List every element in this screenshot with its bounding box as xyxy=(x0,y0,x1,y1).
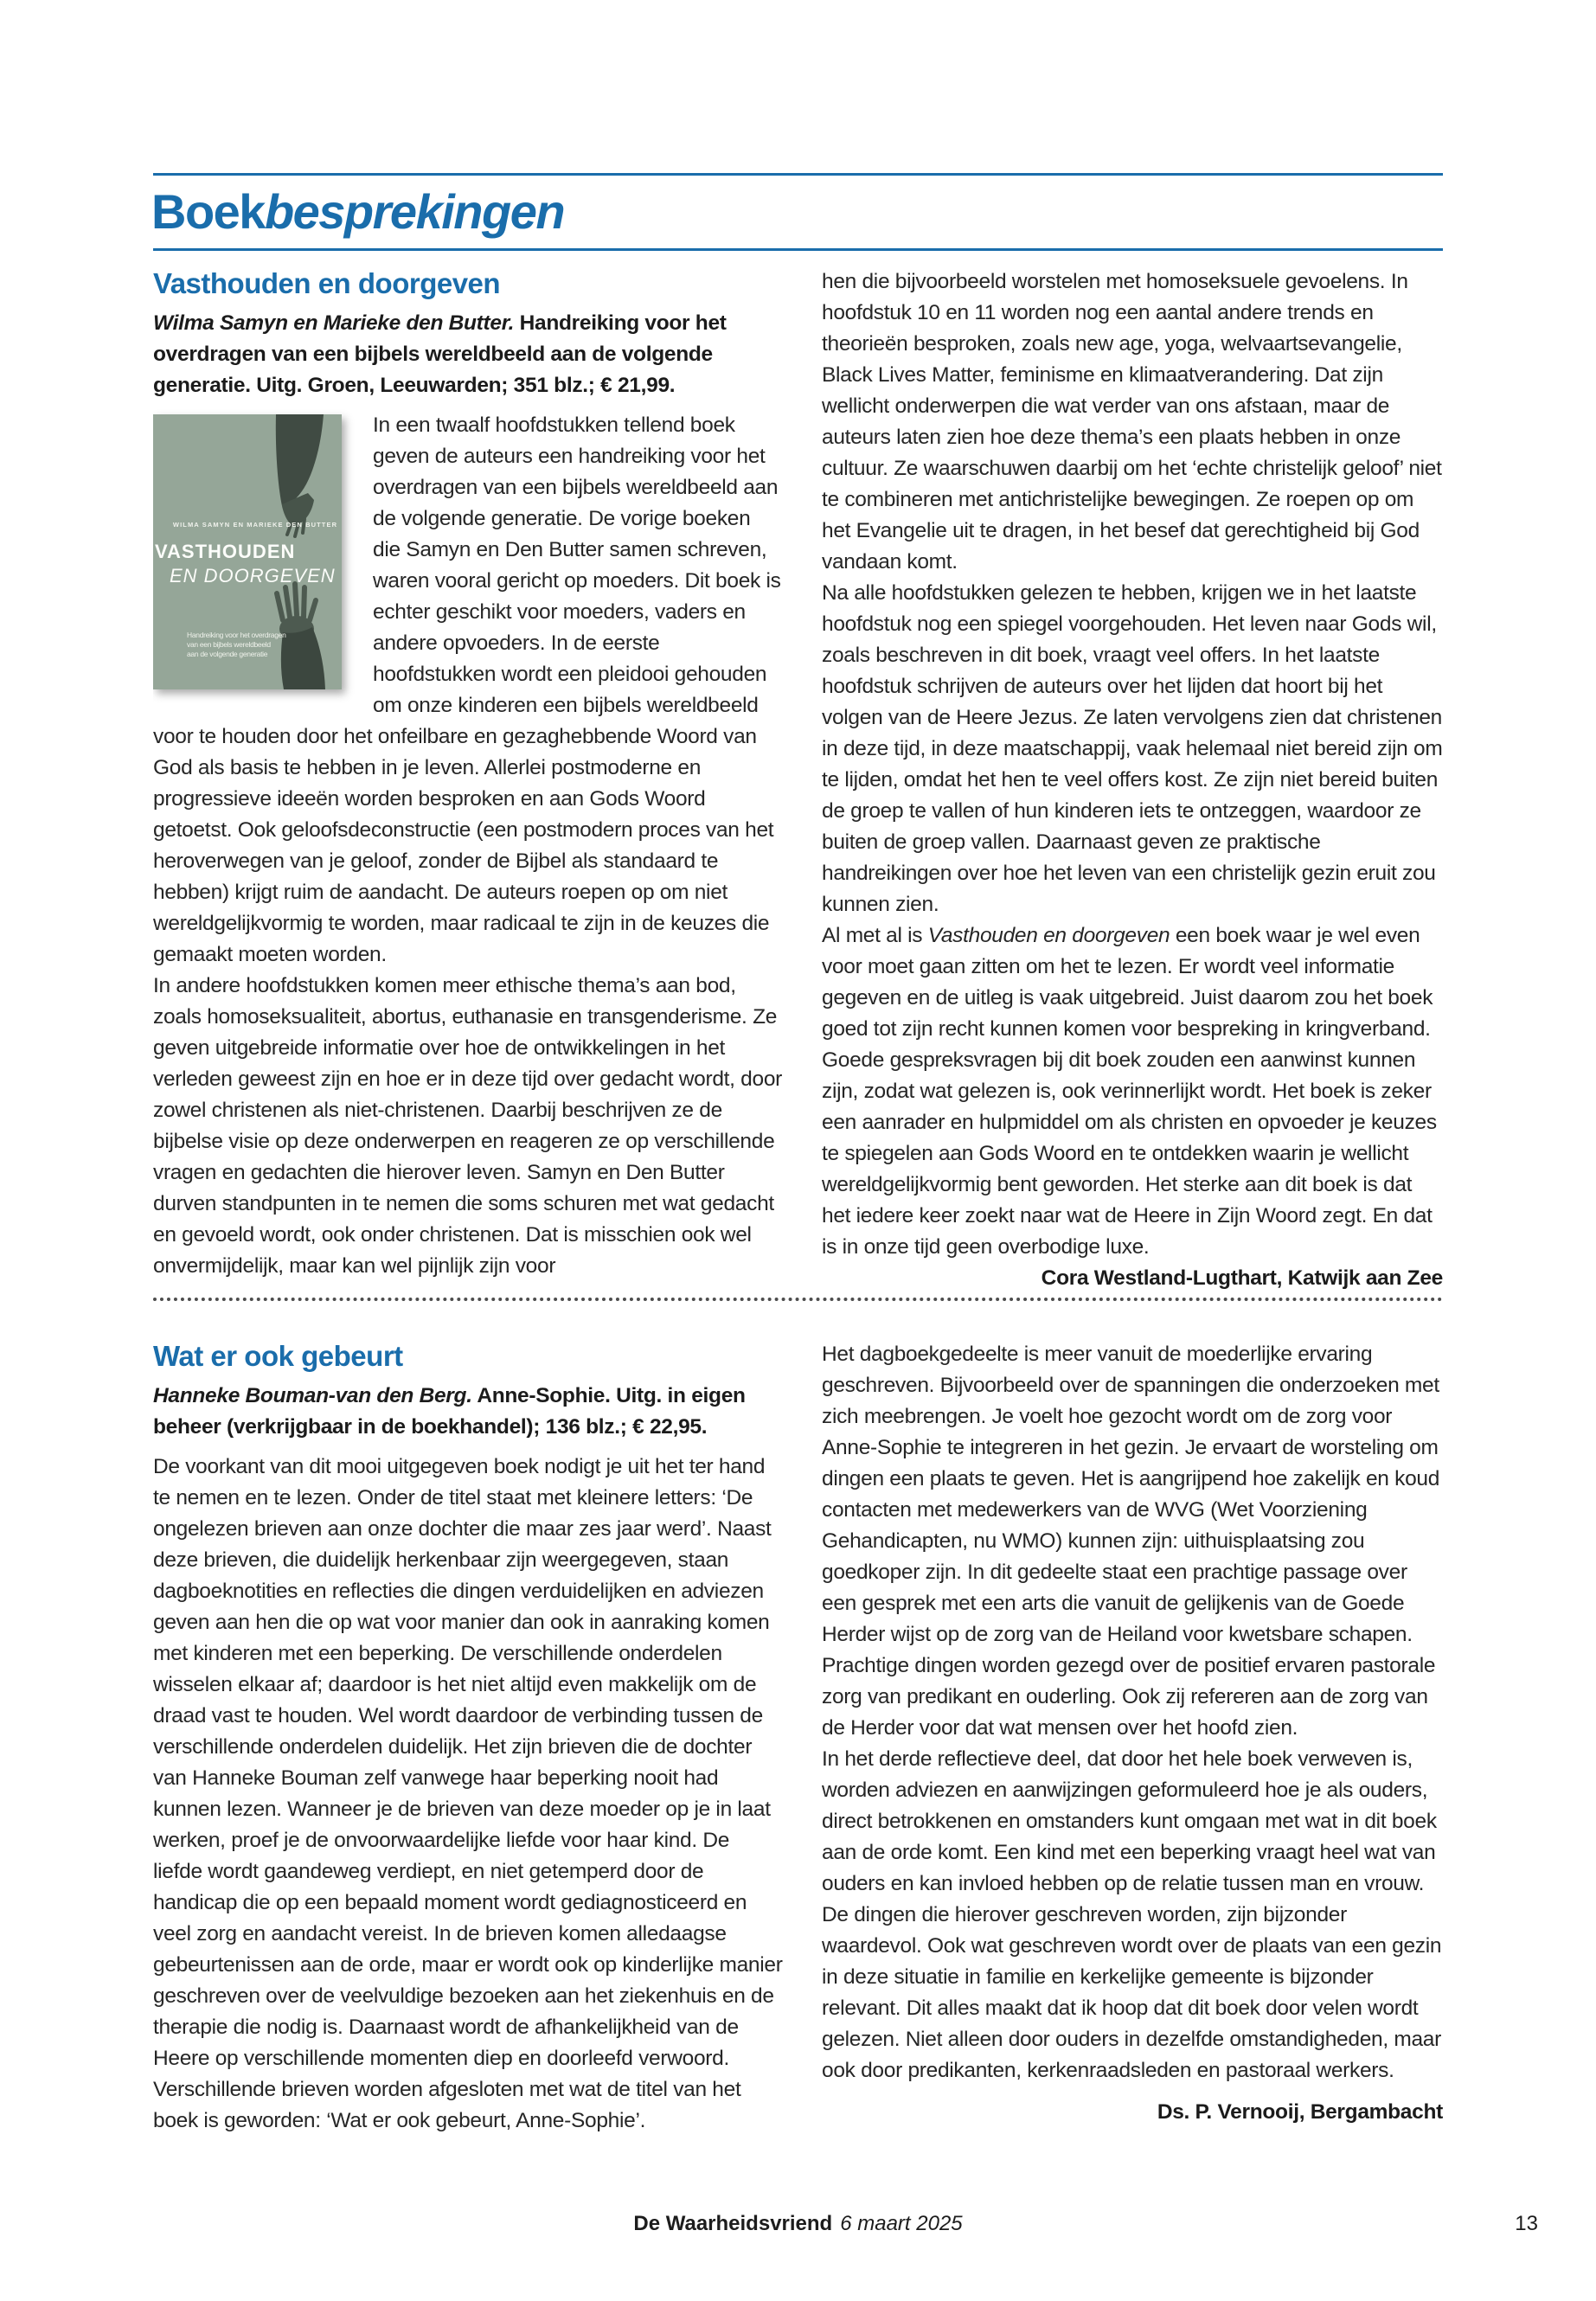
cover-author-line: WILMA SAMYN EN MARIEKE DEN BUTTER xyxy=(172,521,338,529)
book-cover-art xyxy=(153,414,342,689)
paragraph: Na alle hoofdstukken gelezen te hebben, krijgen we in het laatste hoofdstuk nog een spiegel voorgehouden. Het leven naar Gods wil, zoals beschreven in dit boek, vraagt veel offers. In het laatste hoofdstuk schrijven de auteurs over het lijden dat hoort bij het volgen van de Heere Jezus. Ze laten vervolgens zien dat christenen in deze tijd, in deze maatschappij, vaak helemaal niet bereid zijn om te lijden, omdat het hen te veel offers kost. Ze zijn niet bereid buiten de groep te vallen of hun kinderen iets te ontzeggen, waardoor ze buiten de groep vallen. Daarnaast geven ze praktische handreikingen over hoe het leven van een christelijk gezin eruit zou kunnen zien. xyxy=(822,581,1443,916)
article1-intro xyxy=(153,308,783,401)
cover-subtitle-line3: aan de volgende generatie xyxy=(187,650,268,658)
article1-authors: Wilma Samyn en Marieke den Butter. xyxy=(153,311,515,335)
cover-title-line1: VASTHOUDEN xyxy=(155,541,296,562)
article2-publication-details: Anne-Sophie. Uitg. in eigen beheer (verkrijgbaar in de boekhandel); 136 blz.; € 22,95. xyxy=(153,1384,746,1439)
masthead-rule-bottom xyxy=(153,248,1443,251)
paragraph: In andere hoofdstukken komen meer ethische thema’s aan bod, zoals homoseksualiteit, abortus, euthanasie en transgenderisme. Ze geven uitgebreide informatie over hoe de ontwikkelingen in het verleden geweest zijn en hoe er in deze tijd over gedacht wordt, door zowel christenen als niet-christenen. Daarbij beschrijven ze de bijbelse visie op deze onderwerpen en reageren ze op verschillende vragen en gedachten die hierover leven. Samyn en Den Butter durven standpunten in te nemen die soms schuren met wat gedacht en gevoeld wordt, ook onder christenen. Dat is misschien ook wel onvermijdelijk, maar kan wel pijnlijk zijn voor xyxy=(153,974,783,1278)
paragraph: Al met al is Vasthouden en doorgeven een boek waar je wel even voor moet gaan zitten om het te lezen. Er wordt veel informatie gegeven en de uitleg is vaak uitgebreid. Juist daarom zou het boek goed tot zijn recht kunnen komen voor bespreking in kringverband. Goede gespreksvragen bij dit boek zouden een aanwinst kunnen zijn, zodat wat gelezen is, ook verinnerlijkt wordt. Het boek is zeker een aanrader en hulpmiddel om als christen en opvoeder je keuzes te spiegelen aan Gods Woord en te ontdekken waarin je wellicht wereldgelijkvormig bent geworden. Het sterke aan dit boek is dat het iedere keer zoekt naar wat de Heere in Zijn Woord zegt. En dat is in onze tijd geen overbodige luxe. xyxy=(822,924,1437,1259)
article2-left-column xyxy=(153,1339,783,2161)
page-title-bold: Boek xyxy=(151,184,265,239)
article2-right-column xyxy=(822,1339,1443,2161)
paragraph: In het derde reflectieve deel, dat door het hele boek verweven is, worden adviezen en aanwijzingen geformuleerd hoe je als ouders, direct betrokkenen en omstanders kunt omgaan met wat in dit boek aan de orde komt. Een kind met een beperking vraagt heel wat van ouders en kan invloed hebben op de relatie tussen man en vrouw. De dingen die hierover geschreven worden, zijn bijzonder waardevol. Ook wat geschreven wordt over de plaats van een gezin in deze situatie in familie en kerkelijke gemeente is bijzonder relevant. Dit alles maakt dat ik hoop dat dit boek door velen wordt gelezen. Niet alleen door ouders in dezelfde omstandigheden, maar ook door predikanten, kerkenraadsleden en pastoraal werkers. xyxy=(822,1747,1442,2082)
article2-left-body xyxy=(153,1452,783,2137)
article-vasthouden-en-doorgeven xyxy=(153,266,1443,1298)
cover-title-line2: EN DOORGEVEN xyxy=(170,565,336,586)
footer-issue-date: 6 maart 2025 xyxy=(840,2212,963,2235)
italic-book-title: Vasthouden en doorgeven xyxy=(927,924,1170,947)
book-cover-image xyxy=(153,414,342,689)
article1-publication-details: Handreiking voor het overdragen van een bijbels wereldbeeld aan de volgende generatie. Uitg. Groen, Leeuwarden; 351 blz.; € 21,99. xyxy=(153,311,727,397)
article1-title: Vasthouden en doorgeven xyxy=(153,267,501,299)
paragraph: In een twaalf hoofdstukken tellend boek geven de auteurs een handreiking voor het overdragen van een bijbels wereldbeeld aan de volgende generatie. De vorige boeken die Samyn en Den Butter samen schreven, waren vooral gericht op moeders. Dit boek is echter geschikt voor moeders, vaders en andere opvoeders. In de eerste hoofdstukken wordt een pleidooi gehouden om onze kinderen een bijbels wereldbeeld voor te houden door het onfeilbare en gezaghebbende Woord van God als basis te hebben in je leven. Allerlei postmoderne en progressieve ideeën worden besproken en aan Gods Woord getoetst. Ook geloofsdeconstructie (een postmodern proces van het heroverwegen van je geloof, zonder de Bijbel als standaard te hebben) krijgt ruim de aandacht. De auteurs roepen op om niet wereldgelijkvormig te worden, maar radicaal te zijn in de keuzes die gemaakt moeten worden. xyxy=(153,413,781,966)
article1-signature: Cora Westland-Lugthart, Katwijk aan Zee xyxy=(1041,1266,1443,1290)
footer xyxy=(0,2211,1596,2237)
article-wat-er-ook-gebeurt xyxy=(153,1339,1443,2161)
article2-authors: Hanneke Bouman-van den Berg. xyxy=(153,1384,472,1407)
article1-left-body xyxy=(153,410,783,1282)
article2-intro xyxy=(153,1381,783,1443)
article2-signature: Ds. P. Vernooij, Bergambacht xyxy=(1157,2100,1443,2124)
footer-magazine-name: De Waarheidsvriend xyxy=(633,2212,833,2235)
cover-subtitle-line1: Handreiking voor het overdragen xyxy=(187,631,286,639)
article2-right-body xyxy=(822,1339,1443,2086)
paragraph: hen die bijvoorbeeld worstelen met homoseksuele gevoelens. In hoofdstuk 10 en 11 worden nog een aantal andere trends en theorieën besproken, zoals new age, yoga, welvaartsevangelie, Black Lives Matter, feminisme en klimaatverandering. Dat zijn wellicht onderwerpen die wat verder van ons afstaan, maar de auteurs laten zien hoe deze thema’s een plaats hebben in onze cultuur. Ze waarschuwen daarbij om het ‘echte christelijk geloof’ niet te combineren met antichristelijke bewegingen. Ze roepen op om het Evangelie uit te dragen, in het besef dat gerechtigheid bij God vandaan komt. xyxy=(822,270,1442,574)
paragraph: Het dagboekgedeelte is meer vanuit de moederlijke ervaring geschreven. Bijvoorbeeld over de spanningen die onderzoeken met zich meebrengen. Je voelt hoe gezocht wordt om de zorg voor Anne-Sophie te integreren in het gezin. Je ervaart de worsteling om dingen een plaats te geven. Het is aangrijpend hoe zakelijk en koud contacten met medewerkers van de WVG (Wet Voorziening Gehandicapten, nu WMO) kunnen zijn: uithuisplaatsing zou goedkoper zijn. In dit gedeelte staat een prachtige passage over een gesprek met een arts die vanuit de gelijkenis van de Goede Herder wijst op de zorg van de Heiland voor kwetsbare schapen. Prachtige dingen worden gezegd over de positief ervaren pastorale zorg van predikant en ouderling. Ook zij refereren aan de zorg van de Herder voor dat wat mensen over het hoofd zien. xyxy=(822,1343,1440,1740)
page-title-italic: besprekingen xyxy=(264,184,565,239)
masthead-rule-top xyxy=(153,173,1443,176)
article1-right-column xyxy=(822,266,1443,1298)
dotted-section-divider xyxy=(153,1298,1443,1301)
article1-left-column xyxy=(153,266,783,1298)
page-title xyxy=(151,184,564,247)
paragraph: De voorkant van dit mooi uitgegeven boek nodigt je uit het ter hand te nemen en te lezen. Onder de titel staat met kleinere letters: ‘De ongelezen brieven aan onze dochter die maar zes jaar werd’. Naast deze brieven, die duidelijk herkenbaar zijn weergegeven, staan dagboeknotities en reflecties die dingen verduidelijken en adviezen geven aan hen die op wat voor manier dan ook in aanraking komen met kinderen met een beperking. De verschillende onderdelen wisselen elkaar af; daardoor is het niet altijd even makkelijk om de draad vast te houden. Wel wordt daardoor de verbinding tussen de verschillende onderdelen duidelijk. Het zijn brieven die de dochter van Hanneke Bouman zelf vanwege haar beperking nooit had kunnen lezen. Wanneer je de brieven van deze moeder op je in laat werken, proef je de onvoorwaardelijke liefde voor haar kind. De liefde wordt gaandeweg verdiept, en niet getemperd door de handicap die op een bepaald moment wordt gediagnosticeerd en veel zorg en aandacht vereist. In de brieven komen alledaagse gebeurtenissen aan de orde, maar er wordt ook op kinderlijke manier geschreven over de veelvuldige bezoeken aan het ziekenhuis en de therapie die nodig is. Daarnaast wordt de afhankelijkheid van de Heere op verschillende momenten diep en doorleefd verwoord. Verschillende brieven worden afgesloten met wat de titel van het boek is geworden: ‘Wat er ook gebeurt, Anne-Sophie’. xyxy=(153,1455,783,2132)
article2-title: Wat er ook gebeurt xyxy=(153,1340,403,1372)
article1-right-body xyxy=(822,266,1443,1263)
page-number: 13 xyxy=(1515,2212,1538,2235)
cover-subtitle-line2: van een bijbels wereldbeeld xyxy=(187,640,271,649)
